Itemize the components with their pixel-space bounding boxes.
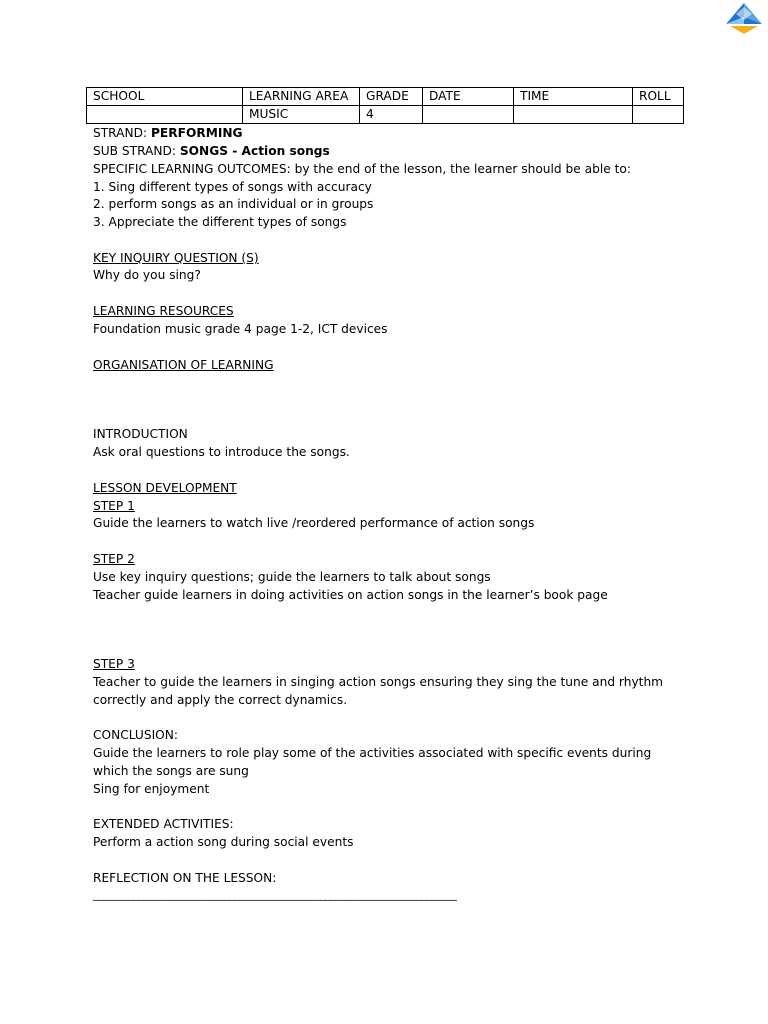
step2-text: Use key inquiry questions; guide the learners to talk about songs	[93, 570, 491, 584]
strand-value: PERFORMING	[150, 126, 243, 140]
step3-text: correctly and apply the correct dynamics.	[93, 693, 348, 707]
introduction-heading: INTRODUCTION	[93, 427, 188, 441]
reflection-line: ________________________________________________________________________	[93, 888, 457, 901]
strand-line	[93, 125, 243, 142]
grade-value: 4	[360, 106, 423, 124]
learning-area-value: MUSIC	[243, 106, 360, 124]
school-header: SCHOOL	[87, 88, 243, 106]
key-inquiry-text: Why do you sing?	[93, 268, 201, 282]
resources-heading: LEARNING RESOURCES	[93, 304, 234, 318]
date-header: DATE	[423, 88, 514, 106]
header-row	[87, 88, 684, 106]
key-inquiry-heading: KEY INQUIRY QUESTION (S)	[93, 251, 259, 265]
sub-strand-value: SONGS - Action songs	[179, 144, 330, 158]
organisation-heading: ORGANISATION OF LEARNING	[93, 358, 274, 372]
outcome-item: 1. Sing different types of songs with accuracy	[93, 180, 372, 194]
conclusion-text: which the songs are sung	[93, 764, 249, 778]
time-value	[514, 106, 633, 124]
roll-header: ROLL	[633, 88, 684, 106]
time-header: TIME	[514, 88, 633, 106]
date-value	[423, 106, 514, 124]
outcome-item: 3. Appreciate the different types of songs	[93, 215, 347, 229]
conclusion-heading: CONCLUSION:	[93, 728, 178, 742]
conclusion-text: Sing for enjoyment	[93, 782, 210, 796]
lesson-header-table	[86, 87, 684, 124]
extended-heading: EXTENDED ACTIVITIES:	[93, 817, 234, 831]
step3-heading: STEP 3	[93, 657, 135, 671]
conclusion-text: Guide the learners to role play some of the activities associated with specific events during	[93, 746, 652, 760]
step1-text: Guide the learners to watch live /reordered performance of action songs	[93, 516, 535, 530]
sub-strand-label: SUB STRAND:	[93, 144, 180, 158]
step1-heading: STEP 1	[93, 499, 135, 513]
logo-icon	[724, 2, 764, 36]
outcome-item: 2. perform songs as an individual or in groups	[93, 197, 374, 211]
roll-value	[633, 106, 684, 124]
step2-text: Teacher guide learners in doing activities on action songs in the learner’s book page	[93, 588, 608, 602]
learning-area-header: LEARNING AREA	[243, 88, 360, 106]
grade-header: GRADE	[360, 88, 423, 106]
outcomes-heading: SPECIFIC LEARNING OUTCOMES: by the end of the lesson, the learner should be able to:	[93, 162, 631, 176]
reflection-heading: REFLECTION ON THE LESSON:	[93, 871, 277, 885]
step3-text: Teacher to guide the learners in singing action songs ensuring they sing the tune and rhythm	[93, 675, 664, 689]
value-row	[87, 106, 684, 124]
strand-label: STRAND:	[93, 126, 151, 140]
step2-heading: STEP 2	[93, 552, 135, 566]
school-value	[87, 106, 243, 124]
development-heading: LESSON DEVELOPMENT	[93, 481, 237, 495]
introduction-text: Ask oral questions to introduce the songs.	[93, 445, 350, 459]
resources-text: Foundation music grade 4 page 1-2, ICT devices	[93, 322, 388, 336]
extended-text: Perform a action song during social events	[93, 835, 354, 849]
sub-strand-line	[93, 143, 330, 160]
